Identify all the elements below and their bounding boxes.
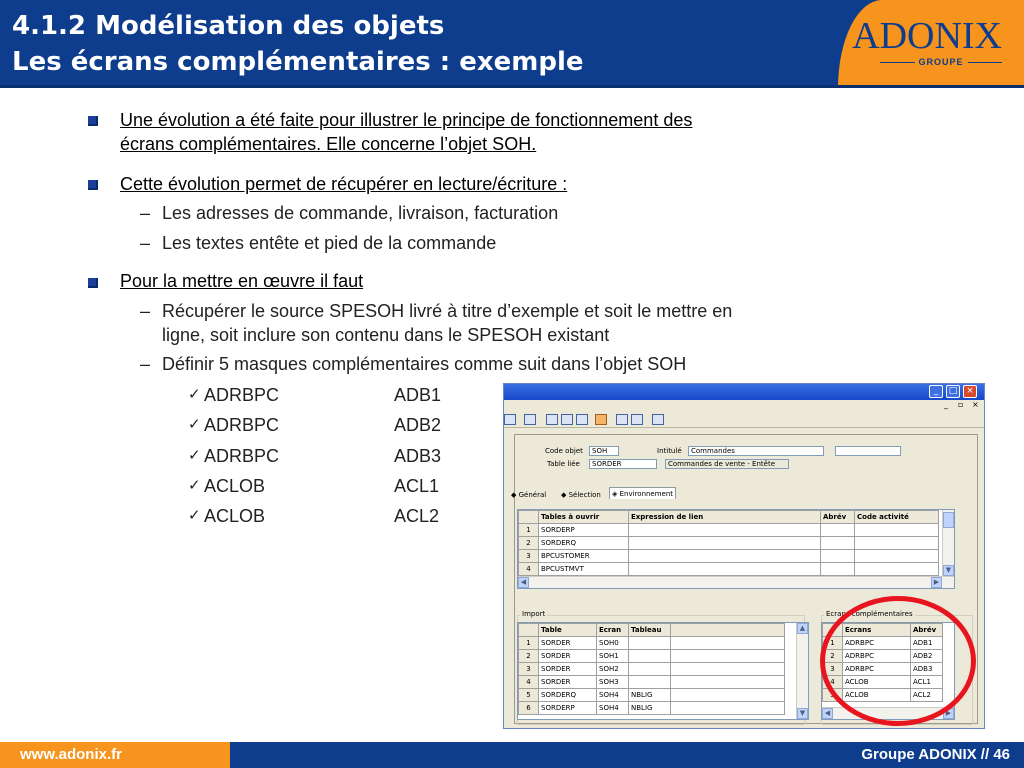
row-number: 3: [823, 663, 843, 676]
cell[interactable]: ADB3: [911, 663, 943, 676]
row-number: 1: [519, 524, 539, 537]
cell[interactable]: SORDERP: [539, 702, 597, 715]
cell[interactable]: [821, 524, 855, 537]
orange-tool-icon[interactable]: [595, 414, 607, 425]
cell[interactable]: SORDERQ: [539, 689, 597, 702]
mask-name: ADRBPC: [204, 415, 280, 435]
import-grid: [517, 622, 809, 720]
cell[interactable]: SORDERQ: [539, 537, 629, 550]
mask-name: ADRBPC: [204, 446, 280, 466]
code-objet-field[interactable]: SOH: [589, 446, 619, 456]
cell[interactable]: SOH4: [597, 702, 629, 715]
tab-environnement[interactable]: ◈ Environnement: [609, 487, 676, 499]
logo-panel: [838, 0, 1024, 88]
new-icon[interactable]: [524, 414, 536, 425]
import-header-row: [519, 624, 785, 637]
cell[interactable]: ADRBPC: [843, 663, 911, 676]
mask-name: ACLOB: [204, 476, 266, 496]
ecrans-label: Ecrans complémentaires: [826, 610, 913, 618]
scroll-left-icon[interactable]: ◀: [822, 708, 833, 719]
table-row[interactable]: [519, 637, 785, 650]
col-header: [519, 624, 539, 637]
cell[interactable]: ACL2: [911, 689, 943, 702]
cell[interactable]: SOH3: [597, 676, 629, 689]
copy-icon[interactable]: [546, 414, 558, 425]
adonix-logo: ADONIX: [852, 15, 1002, 57]
table-row[interactable]: [519, 663, 785, 676]
row-number: 2: [823, 650, 843, 663]
child-close-button[interactable]: ×: [972, 400, 979, 409]
window-titlebar: [504, 384, 984, 400]
col-header: Code activité: [855, 511, 939, 524]
mask-code: ADB1: [394, 385, 442, 405]
cell[interactable]: ADRBPC: [843, 650, 911, 663]
cell[interactable]: ACL1: [911, 676, 943, 689]
scroll-down-icon[interactable]: ▼: [797, 708, 808, 719]
cell[interactable]: SORDER: [539, 676, 597, 689]
cell[interactable]: SOH4: [597, 689, 629, 702]
child-restore-button[interactable]: ▫: [958, 400, 964, 409]
cell[interactable]: [855, 537, 939, 550]
table-row[interactable]: [519, 563, 939, 576]
row-number: 1: [823, 637, 843, 650]
cell[interactable]: [855, 550, 939, 563]
row-number: 4: [519, 563, 539, 576]
tab-selection[interactable]: ◆ Sélection: [561, 491, 601, 499]
row-number: 4: [519, 676, 539, 689]
tab-selection-label: Sélection: [568, 491, 601, 499]
cell[interactable]: [671, 663, 785, 676]
bullet-square-icon: [88, 278, 98, 288]
window-icon[interactable]: [652, 414, 664, 425]
tables-vertical-scrollbar[interactable]: [942, 510, 954, 576]
bullet-3: Pour la mettre en œuvre il faut: [120, 271, 364, 291]
minimize-button[interactable]: _: [929, 385, 943, 398]
scroll-thumb[interactable]: [943, 512, 954, 528]
maximize-button[interactable]: □: [946, 385, 960, 398]
cell[interactable]: NBLIG: [629, 702, 671, 715]
dash-icon: –: [140, 203, 151, 223]
table-row[interactable]: [519, 650, 785, 663]
cell[interactable]: [629, 550, 821, 563]
highlight-circle: [820, 596, 976, 726]
cell[interactable]: NBLIG: [629, 689, 671, 702]
bullet-square-icon: [88, 180, 98, 190]
col-header: Tableau: [629, 624, 671, 637]
cell[interactable]: SOH0: [597, 637, 629, 650]
help-icon[interactable]: [616, 414, 628, 425]
code-objet-label: Code objet: [545, 447, 583, 455]
bullet-square-icon: [88, 116, 98, 126]
table-row[interactable]: [519, 550, 939, 563]
bullet-2: Cette évolution permet de récupérer en lecture/écriture :: [120, 174, 568, 194]
bullet-3-sub-1-line-1: Récupérer le source SPESOH livré à titre d’exemple et soit le mettre en: [162, 301, 733, 321]
scroll-left-icon[interactable]: ◀: [518, 577, 529, 588]
footer-orange-block: [0, 742, 230, 768]
row-number: 2: [519, 650, 539, 663]
bullet-2-sub-2: Les textes entête et pied de la commande: [162, 233, 497, 253]
cell[interactable]: ADB1: [911, 637, 943, 650]
close-button[interactable]: ×: [963, 385, 977, 398]
cell[interactable]: SORDERP: [539, 524, 629, 537]
row-number: 3: [519, 663, 539, 676]
table-row[interactable]: [519, 537, 939, 550]
tables-horizontal-scrollbar[interactable]: [518, 576, 954, 588]
cell[interactable]: [629, 563, 821, 576]
logo-subtitle: [880, 57, 1002, 67]
table-liee-description: Commandes de vente - Entête: [665, 459, 789, 469]
cell[interactable]: [629, 537, 821, 550]
cell[interactable]: [821, 563, 855, 576]
table-icon[interactable]: [576, 414, 588, 425]
scroll-right-icon[interactable]: ▶: [943, 708, 954, 719]
row-number: 2: [519, 537, 539, 550]
cell[interactable]: [629, 524, 821, 537]
cell[interactable]: [671, 676, 785, 689]
scroll-right-icon[interactable]: ▶: [931, 577, 942, 588]
globe-icon[interactable]: [631, 414, 643, 425]
check-icon: ✓: [188, 447, 201, 464]
cell[interactable]: [671, 637, 785, 650]
dash-icon: –: [140, 354, 151, 374]
col-header: Expression de lien: [629, 511, 821, 524]
cell[interactable]: [855, 563, 939, 576]
row-number: 5: [823, 689, 843, 702]
toolbar: [504, 412, 984, 428]
mask-code: ACL1: [394, 476, 440, 496]
table-liee-field[interactable]: SORDER: [589, 459, 657, 469]
tab-general[interactable]: ◆ Général: [511, 491, 547, 499]
logo-rule-right: [968, 62, 1003, 63]
bullet-1-line-2: écrans complémentaires. Elle concerne l’objet SOH.: [120, 134, 537, 154]
bullet-2-sub-1: Les adresses de commande, livraison, facturation: [162, 203, 559, 223]
import-table: [518, 623, 785, 715]
row-number: 4: [823, 676, 843, 689]
cell[interactable]: [671, 650, 785, 663]
table-row[interactable]: [519, 524, 939, 537]
cell[interactable]: SORDER: [539, 650, 597, 663]
table-row[interactable]: [519, 676, 785, 689]
child-minimize-button[interactable]: _: [944, 400, 948, 409]
menu-bar: [504, 400, 984, 412]
tables-grid: [517, 509, 955, 589]
cell[interactable]: SORDER: [539, 637, 597, 650]
mask-code: ACL2: [394, 506, 440, 526]
check-icon: ✓: [188, 507, 201, 524]
cell[interactable]: [821, 550, 855, 563]
dash-icon: –: [140, 233, 151, 253]
list-icon[interactable]: [561, 414, 573, 425]
footer-page-number: Groupe ADONIX // 46: [861, 746, 1010, 763]
bullet-1-line-1: Une évolution a été faite pour illustrer le principe de fonctionnement des: [120, 110, 693, 130]
cell[interactable]: ACLOB: [843, 676, 911, 689]
import-vertical-scrollbar[interactable]: [796, 623, 808, 719]
cell[interactable]: [629, 650, 671, 663]
check-icon: ✓: [188, 416, 201, 433]
intitule-field[interactable]: Commandes: [688, 446, 824, 456]
title-line-1: 4.1.2 Modélisation des objets: [12, 11, 445, 41]
row-number: 3: [519, 550, 539, 563]
cell[interactable]: BPCUSTOMER: [539, 550, 629, 563]
check-icon: ✓: [188, 386, 201, 403]
intitule-label: Intitulé: [657, 447, 682, 455]
tab-general-label: Général: [518, 491, 547, 499]
col-header: Tables à ouvrir: [539, 511, 629, 524]
check-icon: ✓: [188, 477, 201, 494]
slide-title: [12, 8, 584, 80]
cell[interactable]: SOH1: [597, 650, 629, 663]
cell[interactable]: [629, 637, 671, 650]
bullet-3-sub-1-line-2: ligne, soit inclure son contenu dans le SPESOH existant: [162, 325, 610, 345]
table-row[interactable]: [519, 702, 785, 715]
tables-header-row: [519, 511, 939, 524]
mask-code: ADB2: [394, 415, 442, 435]
cell[interactable]: BPCUSTMVT: [539, 563, 629, 576]
intitule-extra-field[interactable]: [835, 446, 901, 456]
cell[interactable]: ADRBPC: [843, 637, 911, 650]
cell[interactable]: [629, 663, 671, 676]
cell[interactable]: [629, 676, 671, 689]
tab-environnement-label: Environnement: [619, 490, 674, 498]
logo-rule-left: [880, 62, 915, 63]
col-header: [519, 511, 539, 524]
bullet-1: [120, 108, 880, 156]
row-number: 1: [519, 637, 539, 650]
table-row[interactable]: [519, 689, 785, 702]
logo-subtitle-text: GROUPE: [918, 57, 964, 67]
slide-footer: [0, 742, 1024, 768]
bullet-3-sub-2: Définir 5 masques complémentaires comme suit dans l’objet SOH: [162, 354, 687, 374]
col-header: Ecran: [597, 624, 629, 637]
col-header: Abrév: [911, 624, 943, 637]
mask-code: ADB3: [394, 446, 442, 466]
col-header: Table: [539, 624, 597, 637]
col-header: Abrév: [821, 511, 855, 524]
cell[interactable]: [821, 537, 855, 550]
row-number: 5: [519, 689, 539, 702]
bullet-3-sub-1: [162, 299, 882, 347]
cell[interactable]: [855, 524, 939, 537]
cell[interactable]: ACLOB: [843, 689, 911, 702]
title-line-2: Les écrans complémentaires : exemple: [12, 47, 584, 77]
row-number: 6: [519, 702, 539, 715]
col-header: [671, 624, 785, 637]
cell[interactable]: [671, 702, 785, 715]
scroll-down-icon[interactable]: ▼: [943, 565, 954, 576]
footer-url[interactable]: www.adonix.fr: [20, 746, 122, 763]
cell[interactable]: SOH2: [597, 663, 629, 676]
toolbar-edge-icon[interactable]: [504, 414, 516, 425]
import-label: Import: [522, 610, 546, 618]
slide-header: [0, 0, 1024, 88]
mask-name: ADRBPC: [204, 385, 280, 405]
cell[interactable]: SORDER: [539, 663, 597, 676]
table-liee-label: Table liée: [547, 460, 580, 468]
cell[interactable]: [671, 689, 785, 702]
dash-icon: –: [140, 301, 151, 321]
mask-name: ACLOB: [204, 506, 266, 526]
col-header: Ecrans: [843, 624, 911, 637]
scroll-up-icon[interactable]: ▲: [797, 623, 808, 634]
cell[interactable]: ADB2: [911, 650, 943, 663]
